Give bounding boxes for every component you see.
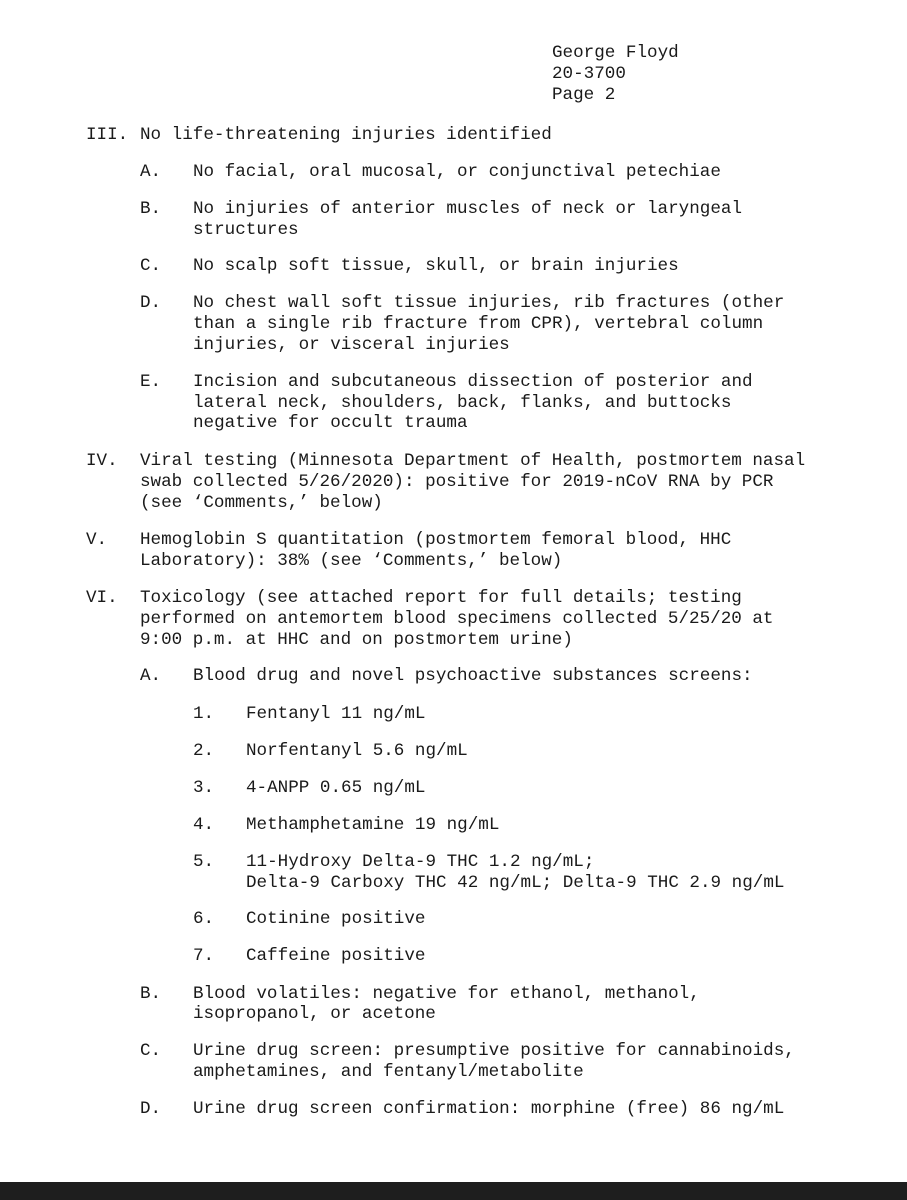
section-text: (see ‘Comments,’ below)	[140, 493, 383, 513]
item-text: Blood volatiles: negative for ethanol, methanol,	[193, 984, 700, 1004]
item-label: E.	[140, 372, 162, 392]
subitem-text: Norfentanyl 5.6 ng/mL	[246, 741, 468, 761]
section-title: No life-threatening injuries identified	[140, 125, 552, 145]
item-text: Incision and subcutaneous dissection of posterior and	[193, 372, 753, 392]
item-label: D.	[140, 1099, 162, 1119]
subitem-text: 11-Hydroxy Delta-9 THC 1.2 ng/mL;	[246, 852, 595, 872]
item-label: B.	[140, 199, 162, 219]
page-number: Page 2	[552, 85, 616, 105]
item-text: No chest wall soft tissue injuries, rib fractures (other	[193, 293, 785, 313]
item-text: Urine drug screen confirmation: morphine (free) 86 ng/mL	[193, 1099, 785, 1119]
subitem-text: Cotinine positive	[246, 909, 426, 929]
item-text: negative for occult trauma	[193, 413, 468, 433]
item-text: lateral neck, shoulders, back, flanks, and buttocks	[193, 393, 732, 413]
section-text: 9:00 p.m. at HHC and on postmortem urine)	[140, 630, 573, 650]
subitem-text: Caffeine positive	[246, 946, 426, 966]
item-label: A.	[140, 666, 162, 686]
item-label: C.	[140, 256, 162, 276]
item-label: D.	[140, 293, 162, 313]
section-text: Hemoglobin S quantitation (postmortem femoral blood, HHC	[140, 530, 732, 550]
section-text: Toxicology (see attached report for full details; testing	[140, 588, 742, 608]
section-label: III.	[86, 125, 129, 145]
item-text: No scalp soft tissue, skull, or brain injuries	[193, 256, 679, 276]
section-text: Viral testing (Minnesota Department of Health, postmortem nasal	[140, 451, 806, 471]
item-label: C.	[140, 1041, 162, 1061]
subitem-label: 1.	[193, 704, 215, 724]
subitem-label: 2.	[193, 741, 215, 761]
item-label: A.	[140, 162, 162, 182]
item-label: B.	[140, 984, 162, 1004]
subitem-text: Fentanyl 11 ng/mL	[246, 704, 426, 724]
decedent-name: George Floyd	[552, 43, 679, 63]
subitem-label: 5.	[193, 852, 215, 872]
section-label: V.	[86, 530, 108, 550]
item-text: than a single rib fracture from CPR), vertebral column	[193, 314, 764, 334]
section-text: swab collected 5/26/2020): positive for 2019-nCoV RNA by PCR	[140, 472, 774, 492]
section-label: IV.	[86, 451, 118, 471]
subitem-text: Methamphetamine 19 ng/mL	[246, 815, 500, 835]
item-text: amphetamines, and fentanyl/metabolite	[193, 1062, 584, 1082]
subitem-label: 6.	[193, 909, 215, 929]
subitem-label: 7.	[193, 946, 215, 966]
item-text: Blood drug and novel psychoactive substances screens:	[193, 666, 753, 686]
item-text: injuries, or visceral injuries	[193, 335, 510, 355]
section-text: performed on antemortem blood specimens collected 5/25/20 at	[140, 609, 774, 629]
subitem-label: 3.	[193, 778, 215, 798]
item-text: structures	[193, 220, 299, 240]
item-text: No injuries of anterior muscles of neck or laryngeal	[193, 199, 743, 219]
subitem-text: Delta-9 Carboxy THC 42 ng/mL; Delta-9 THC 2.9 ng/mL	[246, 873, 785, 893]
subitem-label: 4.	[193, 815, 215, 835]
case-number: 20-3700	[552, 64, 626, 84]
item-text: isopropanol, or acetone	[193, 1004, 436, 1024]
item-text: Urine drug screen: presumptive positive for cannabinoids,	[193, 1041, 795, 1061]
section-label: VI.	[86, 588, 118, 608]
section-text: Laboratory): 38% (see ‘Comments,’ below)	[140, 551, 563, 571]
item-text: No facial, oral mucosal, or conjunctival petechiae	[193, 162, 721, 182]
subitem-text: 4-ANPP 0.65 ng/mL	[246, 778, 426, 798]
bottom-bar	[0, 1182, 907, 1200]
